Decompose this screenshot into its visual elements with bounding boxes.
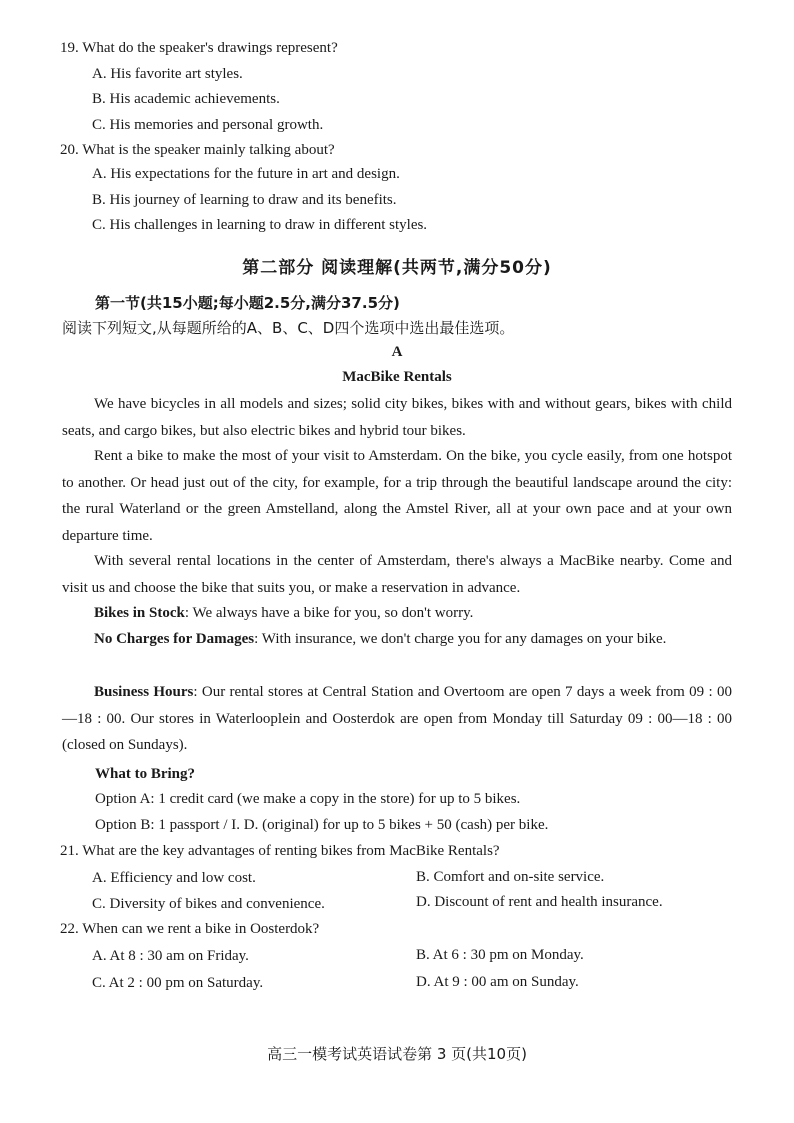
question-22: 22. When can we rent a bike in Oosterdok?: [60, 921, 320, 937]
page-footer: 高三一模考试英语试卷第 3 页(共10页): [267, 1045, 527, 1063]
bikes-in-stock-text: : We always have a bike for you, so don't worry.: [184, 605, 474, 621]
section-one-heading: 第一节(共15小题;每小题2.5分,满分37.5分): [95, 294, 400, 312]
question-21-option-d: D. Discount of rent and health insurance.: [416, 894, 663, 910]
question-20-option-b: B. His journey of learning to draw and its benefits.: [92, 192, 397, 208]
question-20-option-c: C. His challenges in learning to draw in different styles.: [92, 217, 428, 233]
passage-paragraph-3: With several rental locations in the center of Amsterdam, there's always a MacBike nearby. Come and visit us and choose the bike that suits you, or make a reservation in advance.: [62, 553, 732, 596]
business-hours-label: Business Hours: [94, 684, 194, 700]
option-b-requirement: Option B: 1 passport / I. D. (original) for up to 5 bikes + 50 (cash) per bike.: [95, 817, 549, 833]
question-21-option-b: B. Comfort and on-site service.: [416, 869, 605, 885]
business-hours: [62, 679, 732, 759]
part-two-title: 第二部分 阅读理解(共两节,满分50分): [242, 258, 552, 278]
bikes-in-stock: [62, 600, 732, 627]
passage-paragraph-2: Rent a bike to make the most of your visit to Amsterdam. On the bike, you cycle easily, from one hotspot to another. Or head just out of the city, for example, for a trip through the beautiful landscape around the city: the rural Waterland or the green Amstelland, along the Amstel River, all at your own pace and at your own departure time.: [62, 448, 732, 544]
reading-instruction: 阅读下列短文,从每题所给的A、B、C、D四个选项中选出最佳选项。: [62, 319, 515, 337]
question-20-option-a: A. His expectations for the future in art and design.: [92, 166, 400, 182]
question-22-option-b: B. At 6 : 30 pm on Monday.: [416, 947, 584, 963]
question-19: 19. What do the speaker's drawings represent?: [60, 40, 338, 56]
question-19-option-b: B. His academic achievements.: [92, 91, 280, 107]
question-21-option-a: A. Efficiency and low cost.: [92, 870, 256, 886]
question-22-option-c: C. At 2 : 00 pm on Saturday.: [92, 975, 264, 991]
business-hours-text: : Our rental stores at Central Station and Overtoom are open 7 days a week from 09 : 00—18 : 00. Our stores in Waterlooplein and Oosterdok are open from Monday till Saturday 09 : 00—18 : 00 (closed on Sundays).: [62, 684, 732, 753]
passage-letter: A: [391, 344, 403, 360]
what-to-bring-heading: What to Bring?: [95, 766, 196, 782]
bikes-in-stock-label: Bikes in Stock: [94, 605, 185, 621]
option-a-requirement: Option A: 1 credit card (we make a copy in the store) for up to 5 bikes.: [95, 791, 521, 807]
question-20: 20. What is the speaker mainly talking about?: [60, 142, 335, 158]
passage-paragraph-1: We have bicycles in all models and sizes; solid city bikes, bikes with and without gears, bikes with child seats, and cargo bikes, but also electric bikes and hybrid tour bikes.: [62, 396, 732, 439]
passage-title: MacBike Rentals: [342, 369, 452, 385]
no-charges-text: : With insurance, we don't charge you for any damages on your bike.: [254, 631, 667, 647]
question-22-option-a: A. At 8 : 30 am on Friday.: [92, 948, 249, 964]
question-19-option-c: C. His memories and personal growth.: [92, 117, 324, 133]
no-charges-label: No Charges for Damages: [94, 631, 255, 647]
question-22-option-d: D. At 9 : 00 am on Sunday.: [416, 974, 579, 990]
question-21: 21. What are the key advantages of renting bikes from MacBike Rentals?: [60, 843, 500, 859]
question-21-option-c: C. Diversity of bikes and convenience.: [92, 896, 325, 912]
no-charges-for-damages: [62, 626, 732, 653]
question-19-option-a: A. His favorite art styles.: [92, 66, 243, 82]
